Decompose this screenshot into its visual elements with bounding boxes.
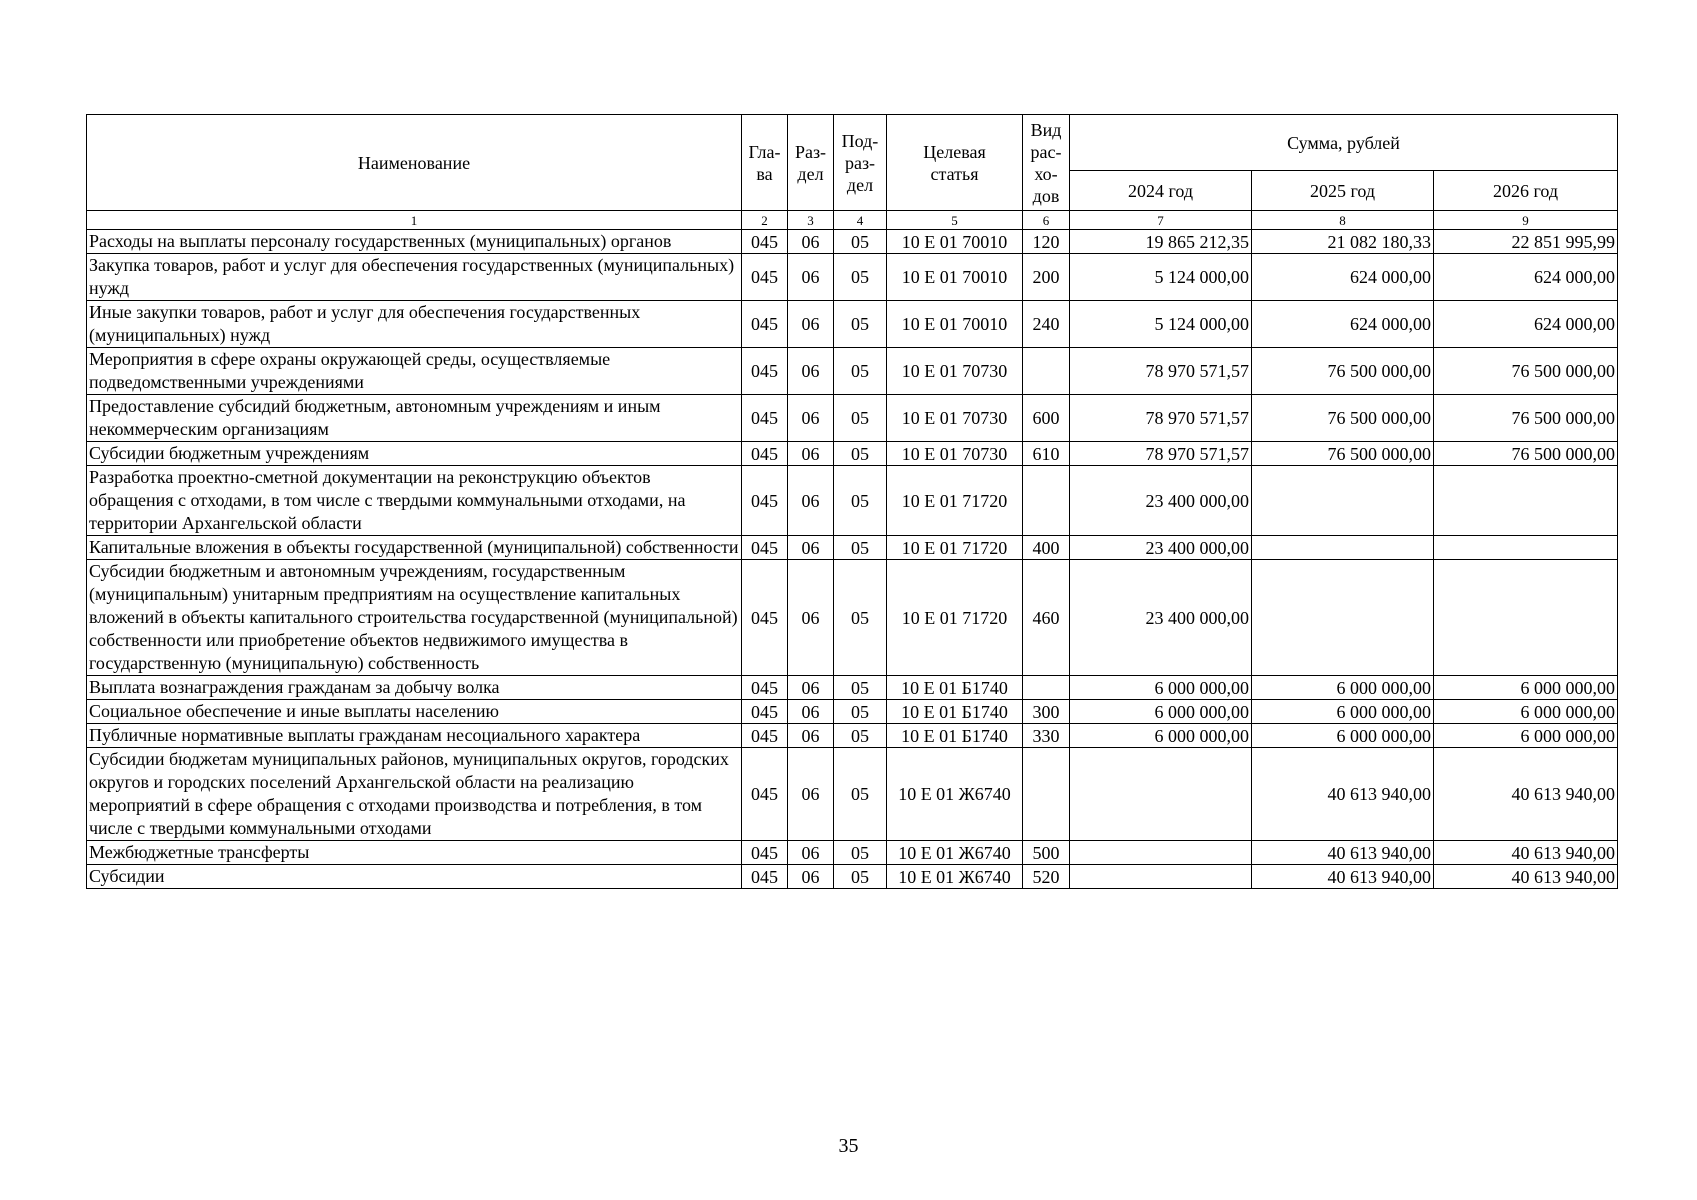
column-index: 9 (1434, 211, 1618, 230)
cell-expense-type: 120 (1023, 230, 1070, 254)
cell-razdel: 06 (788, 676, 834, 700)
cell-target-article: 10 Е 01 Ж6740 (887, 865, 1023, 889)
cell-glava: 045 (742, 700, 788, 724)
cell-target-article: 10 Е 01 71720 (887, 560, 1023, 676)
cell-podrazdel: 05 (834, 865, 887, 889)
cell-glava: 045 (742, 230, 788, 254)
header-podrazdel (834, 115, 887, 211)
column-index: 1 (87, 211, 742, 230)
table-row (87, 841, 1618, 865)
cell-glava: 045 (742, 724, 788, 748)
header-summa: Сумма, рублей (1070, 115, 1618, 171)
header-vid-text: Вид рас- хо- дов (1030, 119, 1062, 206)
cell-name: Межбюджетные трансферты (87, 841, 742, 865)
cell-expense-type: 600 (1023, 395, 1070, 442)
cell-expense-type: 240 (1023, 301, 1070, 348)
cell-podrazdel: 05 (834, 230, 887, 254)
cell-expense-type (1023, 748, 1070, 841)
cell-expense-type: 460 (1023, 560, 1070, 676)
cell-podrazdel: 05 (834, 700, 887, 724)
cell-sum-2026: 40 613 940,00 (1434, 748, 1618, 841)
cell-name: Субсидии (87, 865, 742, 889)
cell-razdel: 06 (788, 442, 834, 466)
table-row (87, 301, 1618, 348)
cell-sum-2026: 76 500 000,00 (1434, 348, 1618, 395)
cell-razdel: 06 (788, 748, 834, 841)
cell-sum-2026 (1434, 536, 1618, 560)
cell-podrazdel: 05 (834, 560, 887, 676)
header-celevaya (887, 115, 1023, 211)
cell-sum-2024: 78 970 571,57 (1070, 442, 1252, 466)
column-index: 6 (1023, 211, 1070, 230)
cell-name: Разработка проектно-сметной документации на реконструкцию объектов обращения с отходами, в том числе с твердыми коммунальными отходами, на территории Архангельской области (87, 466, 742, 536)
cell-name: Субсидии бюджетам муниципальных районов, муниципальных округов, городских округов и городских поселений Архангельской области на реализацию мероприятий в сфере обращения с отходами производства и потребления, в том числе с твердыми коммунальными отходами (87, 748, 742, 841)
cell-sum-2025 (1252, 560, 1434, 676)
cell-sum-2024: 78 970 571,57 (1070, 348, 1252, 395)
cell-razdel: 06 (788, 348, 834, 395)
header-celevaya-text: Целевая статья (923, 141, 986, 184)
cell-sum-2026: 6 000 000,00 (1434, 676, 1618, 700)
cell-podrazdel: 05 (834, 676, 887, 700)
cell-sum-2024: 23 400 000,00 (1070, 536, 1252, 560)
cell-expense-type: 500 (1023, 841, 1070, 865)
cell-name: Выплата вознаграждения гражданам за добычу волка (87, 676, 742, 700)
cell-sum-2025: 6 000 000,00 (1252, 724, 1434, 748)
cell-glava: 045 (742, 748, 788, 841)
cell-glava: 045 (742, 301, 788, 348)
cell-sum-2025: 6 000 000,00 (1252, 676, 1434, 700)
table-row (87, 724, 1618, 748)
cell-razdel: 06 (788, 254, 834, 301)
cell-glava: 045 (742, 254, 788, 301)
table-row (87, 536, 1618, 560)
cell-target-article: 10 Е 01 71720 (887, 536, 1023, 560)
cell-target-article: 10 Е 01 Б1740 (887, 724, 1023, 748)
cell-expense-type: 400 (1023, 536, 1070, 560)
cell-sum-2025: 76 500 000,00 (1252, 442, 1434, 466)
cell-podrazdel: 05 (834, 254, 887, 301)
cell-name: Социальное обеспечение и иные выплаты населению (87, 700, 742, 724)
table-row (87, 700, 1618, 724)
column-index: 5 (887, 211, 1023, 230)
cell-sum-2025: 40 613 940,00 (1252, 865, 1434, 889)
cell-sum-2026: 624 000,00 (1434, 301, 1618, 348)
cell-razdel: 06 (788, 865, 834, 889)
cell-expense-type: 520 (1023, 865, 1070, 889)
cell-sum-2024: 19 865 212,35 (1070, 230, 1252, 254)
table-row (87, 748, 1618, 841)
cell-target-article: 10 Е 01 Б1740 (887, 676, 1023, 700)
header-name: Наименование (87, 115, 742, 211)
table-row (87, 254, 1618, 301)
cell-sum-2025: 21 082 180,33 (1252, 230, 1434, 254)
table-row (87, 395, 1618, 442)
cell-expense-type (1023, 466, 1070, 536)
cell-sum-2024 (1070, 841, 1252, 865)
cell-glava: 045 (742, 442, 788, 466)
header-glava-text: Гла- ва (748, 141, 781, 184)
cell-target-article: 10 Е 01 70730 (887, 442, 1023, 466)
header-row (87, 115, 1618, 171)
cell-sum-2024 (1070, 748, 1252, 841)
cell-target-article: 10 Е 01 Ж6740 (887, 748, 1023, 841)
cell-razdel: 06 (788, 301, 834, 348)
cell-podrazdel: 05 (834, 841, 887, 865)
header-glava (742, 115, 788, 211)
cell-razdel: 06 (788, 230, 834, 254)
cell-podrazdel: 05 (834, 348, 887, 395)
cell-podrazdel: 05 (834, 395, 887, 442)
cell-expense-type: 300 (1023, 700, 1070, 724)
cell-sum-2026: 76 500 000,00 (1434, 442, 1618, 466)
cell-name: Субсидии бюджетным учреждениям (87, 442, 742, 466)
cell-glava: 045 (742, 395, 788, 442)
budget-table (86, 114, 1618, 889)
cell-expense-type (1023, 348, 1070, 395)
cell-sum-2026: 624 000,00 (1434, 254, 1618, 301)
cell-sum-2025: 624 000,00 (1252, 254, 1434, 301)
cell-sum-2025: 76 500 000,00 (1252, 348, 1434, 395)
cell-sum-2024: 78 970 571,57 (1070, 395, 1252, 442)
column-index: 7 (1070, 211, 1252, 230)
cell-target-article: 10 Е 01 70730 (887, 348, 1023, 395)
cell-expense-type: 330 (1023, 724, 1070, 748)
header-razdel-text: Раз- дел (794, 141, 827, 184)
cell-razdel: 06 (788, 841, 834, 865)
cell-sum-2025: 624 000,00 (1252, 301, 1434, 348)
cell-sum-2026: 40 613 940,00 (1434, 841, 1618, 865)
cell-sum-2025: 76 500 000,00 (1252, 395, 1434, 442)
cell-sum-2026: 40 613 940,00 (1434, 865, 1618, 889)
cell-sum-2026: 22 851 995,99 (1434, 230, 1618, 254)
cell-sum-2024: 6 000 000,00 (1070, 700, 1252, 724)
column-index: 3 (788, 211, 834, 230)
cell-podrazdel: 05 (834, 301, 887, 348)
cell-podrazdel: 05 (834, 748, 887, 841)
column-index: 2 (742, 211, 788, 230)
cell-sum-2024: 23 400 000,00 (1070, 466, 1252, 536)
table-row (87, 230, 1618, 254)
cell-glava: 045 (742, 536, 788, 560)
cell-sum-2026: 76 500 000,00 (1434, 395, 1618, 442)
table-row (87, 348, 1618, 395)
cell-podrazdel: 05 (834, 536, 887, 560)
header-razdel (788, 115, 834, 211)
cell-glava: 045 (742, 466, 788, 536)
cell-expense-type: 610 (1023, 442, 1070, 466)
cell-sum-2024: 6 000 000,00 (1070, 724, 1252, 748)
cell-target-article: 10 Е 01 Б1740 (887, 700, 1023, 724)
column-index: 4 (834, 211, 887, 230)
cell-sum-2024: 23 400 000,00 (1070, 560, 1252, 676)
cell-razdel: 06 (788, 700, 834, 724)
cell-sum-2024: 6 000 000,00 (1070, 676, 1252, 700)
cell-glava: 045 (742, 865, 788, 889)
table-row (87, 676, 1618, 700)
cell-name: Закупка товаров, работ и услуг для обеспечения государственных (муниципальных) нужд (87, 254, 742, 301)
cell-sum-2025: 40 613 940,00 (1252, 748, 1434, 841)
cell-razdel: 06 (788, 724, 834, 748)
table-row (87, 560, 1618, 676)
column-index: 8 (1252, 211, 1434, 230)
cell-sum-2024: 5 124 000,00 (1070, 254, 1252, 301)
cell-sum-2026 (1434, 560, 1618, 676)
cell-glava: 045 (742, 676, 788, 700)
header-podrazdel-text: Под- раз- дел (841, 130, 879, 195)
cell-glava: 045 (742, 348, 788, 395)
cell-podrazdel: 05 (834, 442, 887, 466)
header-year-2025: 2025 год (1252, 171, 1434, 211)
cell-razdel: 06 (788, 560, 834, 676)
cell-sum-2025: 40 613 940,00 (1252, 841, 1434, 865)
cell-glava: 045 (742, 560, 788, 676)
cell-podrazdel: 05 (834, 724, 887, 748)
cell-sum-2026: 6 000 000,00 (1434, 724, 1618, 748)
cell-sum-2026: 6 000 000,00 (1434, 700, 1618, 724)
cell-target-article: 10 Е 01 70010 (887, 301, 1023, 348)
cell-glava: 045 (742, 841, 788, 865)
cell-name: Капитальные вложения в объекты государственной (муниципальной) собственности (87, 536, 742, 560)
cell-razdel: 06 (788, 466, 834, 536)
table-row (87, 466, 1618, 536)
header-year-2024: 2024 год (1070, 171, 1252, 211)
header-vid (1023, 115, 1070, 211)
cell-name: Иные закупки товаров, работ и услуг для обеспечения государственных (муниципальных) нужд (87, 301, 742, 348)
page-number: 35 (838, 1135, 859, 1157)
cell-name: Расходы на выплаты персоналу государственных (муниципальных) органов (87, 230, 742, 254)
cell-sum-2025: 6 000 000,00 (1252, 700, 1434, 724)
cell-podrazdel: 05 (834, 466, 887, 536)
cell-target-article: 10 Е 01 70010 (887, 254, 1023, 301)
cell-sum-2025 (1252, 536, 1434, 560)
cell-sum-2024: 5 124 000,00 (1070, 301, 1252, 348)
table-row (87, 865, 1618, 889)
cell-target-article: 10 Е 01 70010 (887, 230, 1023, 254)
cell-expense-type (1023, 676, 1070, 700)
cell-target-article: 10 Е 01 70730 (887, 395, 1023, 442)
table-row (87, 442, 1618, 466)
cell-name: Предоставление субсидий бюджетным, автономным учреждениям и иным некоммерческим организациям (87, 395, 742, 442)
cell-target-article: 10 Е 01 Ж6740 (887, 841, 1023, 865)
cell-sum-2024 (1070, 865, 1252, 889)
cell-sum-2025 (1252, 466, 1434, 536)
cell-expense-type: 200 (1023, 254, 1070, 301)
cell-razdel: 06 (788, 536, 834, 560)
cell-target-article: 10 Е 01 71720 (887, 466, 1023, 536)
cell-name: Субсидии бюджетным и автономным учреждениям, государственным (муниципальным) унитарным предприятиям на осуществление капитальных вложений в объекты капитального строительства государственной (муниципальной) собственности или приобретение объектов недвижимого имущества в государственную (муниципальную) собственность (87, 560, 742, 676)
cell-sum-2026 (1434, 466, 1618, 536)
header-year-2026: 2026 год (1434, 171, 1618, 211)
cell-name: Публичные нормативные выплаты гражданам несоциального характера (87, 724, 742, 748)
cell-razdel: 06 (788, 395, 834, 442)
column-index-row (87, 211, 1618, 230)
cell-name: Мероприятия в сфере охраны окружающей среды, осуществляемые подведомственными учреждениями (87, 348, 742, 395)
